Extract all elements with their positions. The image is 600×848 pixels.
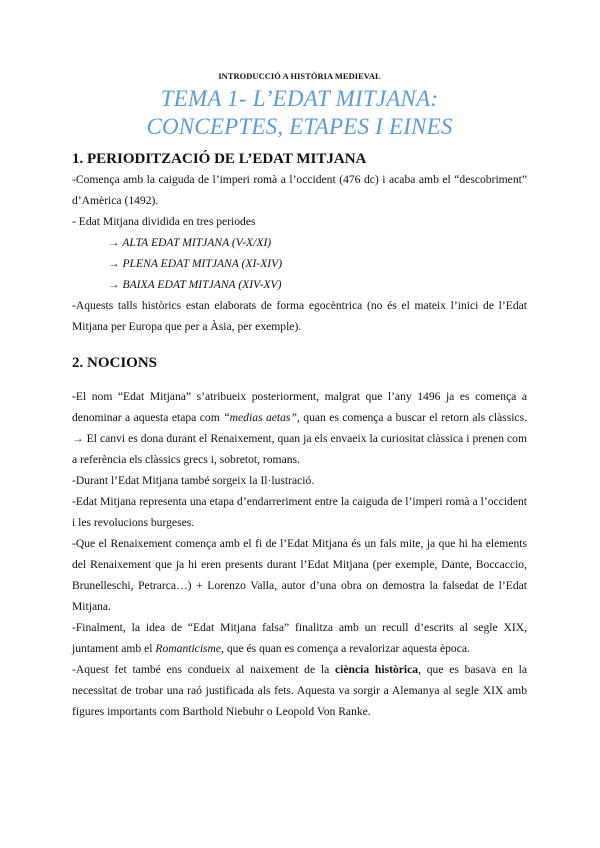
period-label: ALTA EDAT MITJANA (V-X/XI) bbox=[122, 236, 272, 249]
document-title bbox=[72, 85, 527, 141]
title-line-1: TEMA 1- L’EDAT MITJANA: bbox=[160, 86, 439, 111]
document-page bbox=[72, 0, 527, 722]
section-2-paragraph: -Aquest fet també ens condueix al naixement de la ciència històrica, que es basava en la necessitat de trobar una raó justificada als fets. Aquesta va sorgir a Alemanya al segle XIX amb figures importants com Barthold Niebuhr o Leopold Von Ranke. bbox=[72, 663, 528, 718]
section-2-paragraph: -El nom “Edat Mitjana” s’atribueix posteriorment, malgrat que l’any 1496 ja es comença a denominar a aquesta etapa com “medias aetas”, quan es comença a buscar el retorn als clàssics. → El canvi es dona durant el Renaixement, quan ja els envaeix la curiositat clàssica i prenen com a referència els clàssics grecs i, sobretot, romans. bbox=[72, 390, 527, 466]
romanticism-term: Romanticisme bbox=[155, 642, 222, 655]
period-label: BAIXA EDAT MITJANA (XIV-XV) bbox=[122, 278, 282, 291]
period-item bbox=[72, 253, 527, 274]
arrow-icon: → bbox=[108, 257, 120, 270]
section-1-paragraph: -Comença amb la caiguda de l’imperi romà a l’occident (476 dc) i acaba amb el “descobriment” d’Amèrica (1492). bbox=[72, 173, 527, 207]
period-item bbox=[72, 232, 527, 253]
historical-science-term: ciència històrica bbox=[335, 663, 419, 676]
arrow-icon: → bbox=[108, 236, 120, 249]
section-2-heading: 2. NOCIONS bbox=[72, 355, 158, 371]
section-2-paragraph: -Edat Mitjana representa una etapa d’endarreriment entre la caiguda de l’imperi romà a l’occident i les revolucions burgeses. bbox=[72, 495, 527, 529]
latin-term: “medias aetas” bbox=[223, 411, 297, 424]
section-1-paragraph: - Edat Mitjana dividida en tres periodes bbox=[72, 215, 256, 228]
section-2-paragraph: -Que el Renaixement comença amb el fi de l’Edat Mitjana és un fals mite, ja que hi ha elements del Renaixement que ja hi eren presents durant l’Edat Mitjana (per exemple, Dante, Boccaccio, Brunelleschi, Petrarca…) + Lorenzo Valla, autor d’una obra on demostra la falsedat de l’Edat Mitjana. bbox=[72, 537, 527, 613]
section-2-paragraph: -Finalment, la idea de “Edat Mitjana falsa” finalitza amb un recull d’escrits al segle XIX, juntament amb el Romanticisme, que és quan es comença a revalorizar aquesta època. bbox=[72, 621, 527, 655]
period-label: PLENA EDAT MITJANA (XI-XIV) bbox=[122, 257, 283, 270]
title-line-2: CONCEPTES, ETAPES I EINES bbox=[146, 114, 453, 139]
section-1-paragraph: -Aquests talls històrics estan elaborats de forma egocèntrica (no és el mateix l’inici de l’Edat Mitjana per Europa que per a Àsia, per exemple). bbox=[72, 299, 527, 333]
document-header: INTRODUCCIÓ A HISTÒRIA MEDIEVAL bbox=[218, 72, 381, 81]
arrow-icon: → bbox=[108, 278, 120, 291]
section-1-heading: 1. PERIODITZACIÓ DE L’EDAT MITJANA bbox=[72, 151, 367, 167]
section-2-paragraph: -Durant l’Edat Mitjana també sorgeix la Il·lustració. bbox=[72, 474, 315, 487]
period-item bbox=[72, 274, 527, 295]
